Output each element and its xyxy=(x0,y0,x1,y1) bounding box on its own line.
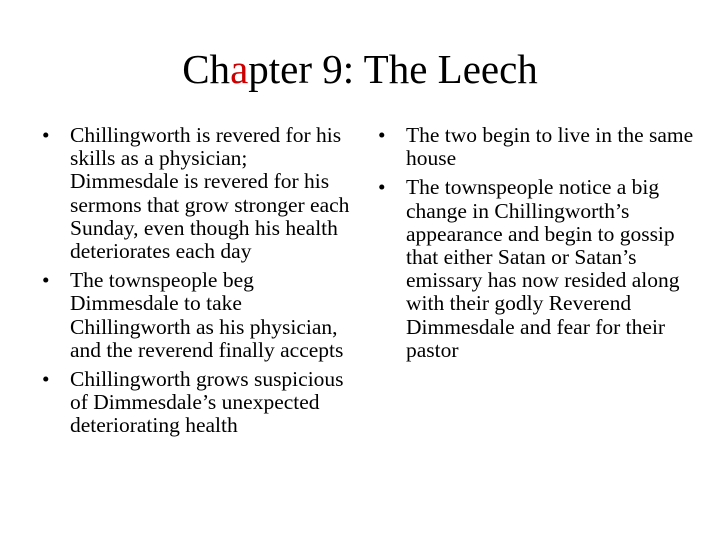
list-item xyxy=(40,368,355,438)
bullet-icon: • xyxy=(42,367,50,392)
title-accent-letter: a xyxy=(230,46,249,92)
title-part-start: Ch xyxy=(182,46,231,92)
bullet-text: The two begin to live in the same house xyxy=(406,123,694,171)
list-item xyxy=(40,124,355,263)
slide-title xyxy=(0,44,720,94)
bullet-icon: • xyxy=(42,268,50,293)
list-item xyxy=(376,124,706,170)
bullet-text: Chillingworth is revered for his skills as a physician; Dimmesdale is revered for his sermons that grow stronger each Sunday, even though his health deteriorates each day xyxy=(70,123,350,264)
right-bullet-list xyxy=(376,124,706,368)
list-item xyxy=(40,269,355,362)
list-item xyxy=(376,176,706,362)
bullet-text: The townspeople notice a big change in Chillingworth’s appearance and begin to gossip that either Satan or Satan’s emissary has now resided along with their godly Reverend Dimmesdale and fear for their pastor xyxy=(406,175,680,362)
bullet-icon: • xyxy=(378,175,386,200)
bullet-text: Chillingworth grows suspicious of Dimmesdale’s unexpected deteriorating health xyxy=(70,367,344,438)
bullet-icon: • xyxy=(42,123,50,147)
bullet-text: The townspeople beg Dimmesdale to take Chillingworth as his physician, and the reverend finally accepts xyxy=(70,268,344,362)
title-part-end: pter 9: The Leech xyxy=(248,46,538,92)
bullet-icon: • xyxy=(378,123,386,147)
left-bullet-list xyxy=(40,124,355,444)
